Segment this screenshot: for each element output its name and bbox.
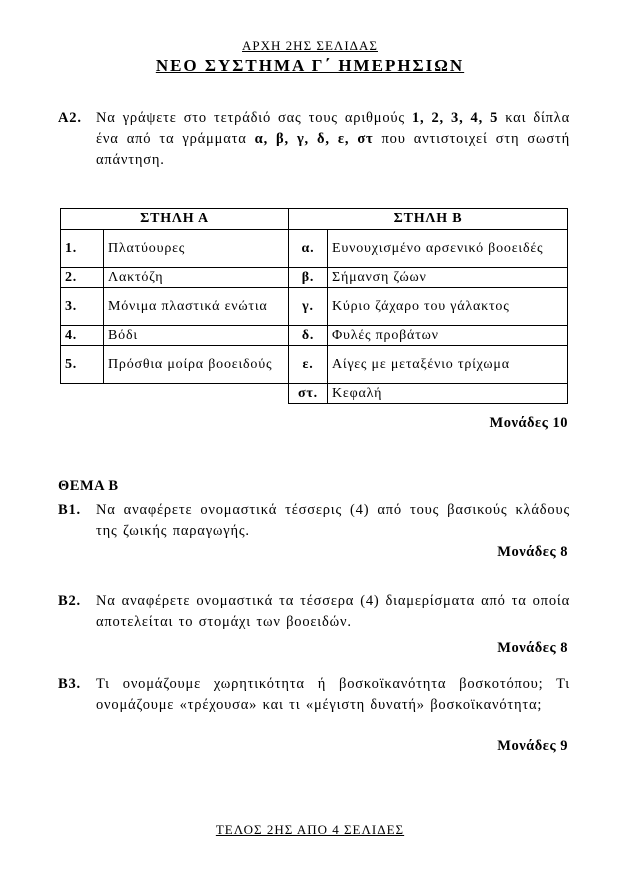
column-b-item: Κύριο ζάχαρο του γάλακτος — [328, 288, 568, 326]
column-a-item: Πλατύουρες — [104, 230, 289, 268]
row-letter: β. — [289, 268, 328, 288]
letters-list: α, β, γ, δ, ε, στ — [254, 131, 374, 147]
row-letter: γ. — [289, 288, 328, 326]
question-text-part: Να γράψετε στο τετράδιό σας τους αριθμούς — [96, 110, 412, 126]
question-text: Να αναφέρετε ονομαστικά τα τέσσερα (4) διαμερίσματα από τα οποία αποτελείται το στομάχι των βοοειδών. — [96, 593, 570, 630]
question-text-part: που αντιστοιχεί στη σωστή απάντηση. — [96, 131, 570, 168]
units-a2: Μονάδες 10 — [489, 415, 568, 431]
row-number: 1. — [61, 230, 104, 268]
question-b2 — [58, 591, 570, 633]
row-number: 3. — [61, 288, 104, 326]
empty-cell — [61, 384, 289, 404]
units-b1: Μονάδες 8 — [497, 544, 568, 560]
column-a-item: Λακτόζη — [104, 268, 289, 288]
question-text — [96, 108, 570, 171]
row-letter: ε. — [289, 346, 328, 384]
column-a-item: Μόνιμα πλαστικά ενώτια — [104, 288, 289, 326]
table-header-row — [61, 209, 568, 230]
section-b-title: ΘΕΜΑ Β — [58, 478, 119, 494]
question-number: Β2. — [58, 593, 81, 609]
table-row — [61, 384, 568, 404]
row-number: 5. — [61, 346, 104, 384]
exam-system-title: ΝΕΟ ΣΥΣΤΗΜΑ Γ΄ ΗΜΕΡΗΣΙΩΝ — [155, 56, 465, 75]
matching-table — [60, 208, 568, 404]
row-letter: δ. — [289, 326, 328, 346]
question-a2 — [58, 108, 570, 171]
units-b2: Μονάδες 8 — [497, 640, 568, 656]
question-number: Β3. — [58, 676, 81, 692]
table-row — [61, 268, 568, 288]
column-b-item: Αίγες με μεταξένιο τρίχωμα — [328, 346, 568, 384]
column-b-item: Φυλές προβάτων — [328, 326, 568, 346]
question-text-part: και δίπλα ένα από τα γράμματα — [96, 110, 570, 147]
question-number: Β1. — [58, 502, 81, 518]
page-header: ΑΡΧΗ 2ΗΣ ΣΕΛΙΔΑΣ — [242, 38, 378, 53]
units-b3: Μονάδες 9 — [497, 738, 568, 754]
table-row — [61, 288, 568, 326]
row-letter: στ. — [289, 384, 328, 404]
column-b-header: ΣΤΗΛΗ Β — [289, 209, 568, 230]
column-b-item: Κεφαλή — [328, 384, 568, 404]
row-number: 4. — [61, 326, 104, 346]
question-b3 — [58, 674, 570, 716]
column-a-header: ΣΤΗΛΗ Α — [61, 209, 289, 230]
question-b1 — [58, 500, 570, 542]
question-number: Α2. — [58, 110, 82, 126]
column-b-item: Ευνουχισμένο αρσενικό βοοειδές — [328, 230, 568, 268]
row-number: 2. — [61, 268, 104, 288]
table-row — [61, 326, 568, 346]
question-text: Τι ονομάζουμε χωρητικότητα ή βοσκοϊκανότητα βοσκοτόπου; Τι ονομάζουμε «τρέχουσα» και τι «μέγιστη δυνατή» βοσκοϊκανότητα; — [96, 676, 570, 713]
table-row — [61, 346, 568, 384]
table-row — [61, 230, 568, 268]
column-b-item: Σήμανση ζώων — [328, 268, 568, 288]
page-footer: ΤΕΛΟΣ 2ΗΣ ΑΠΟ 4 ΣΕΛΙΔΕΣ — [215, 822, 405, 837]
column-a-item: Πρόσθια μοίρα βοοειδούς — [104, 346, 289, 384]
row-letter: α. — [289, 230, 328, 268]
column-a-item: Βόδι — [104, 326, 289, 346]
numbers-list: 1, 2, 3, 4, 5 — [411, 110, 499, 126]
question-text: Να αναφέρετε ονομαστικά τέσσερις (4) από τους βασικούς κλάδους της ζωικής παραγωγής. — [96, 502, 570, 539]
